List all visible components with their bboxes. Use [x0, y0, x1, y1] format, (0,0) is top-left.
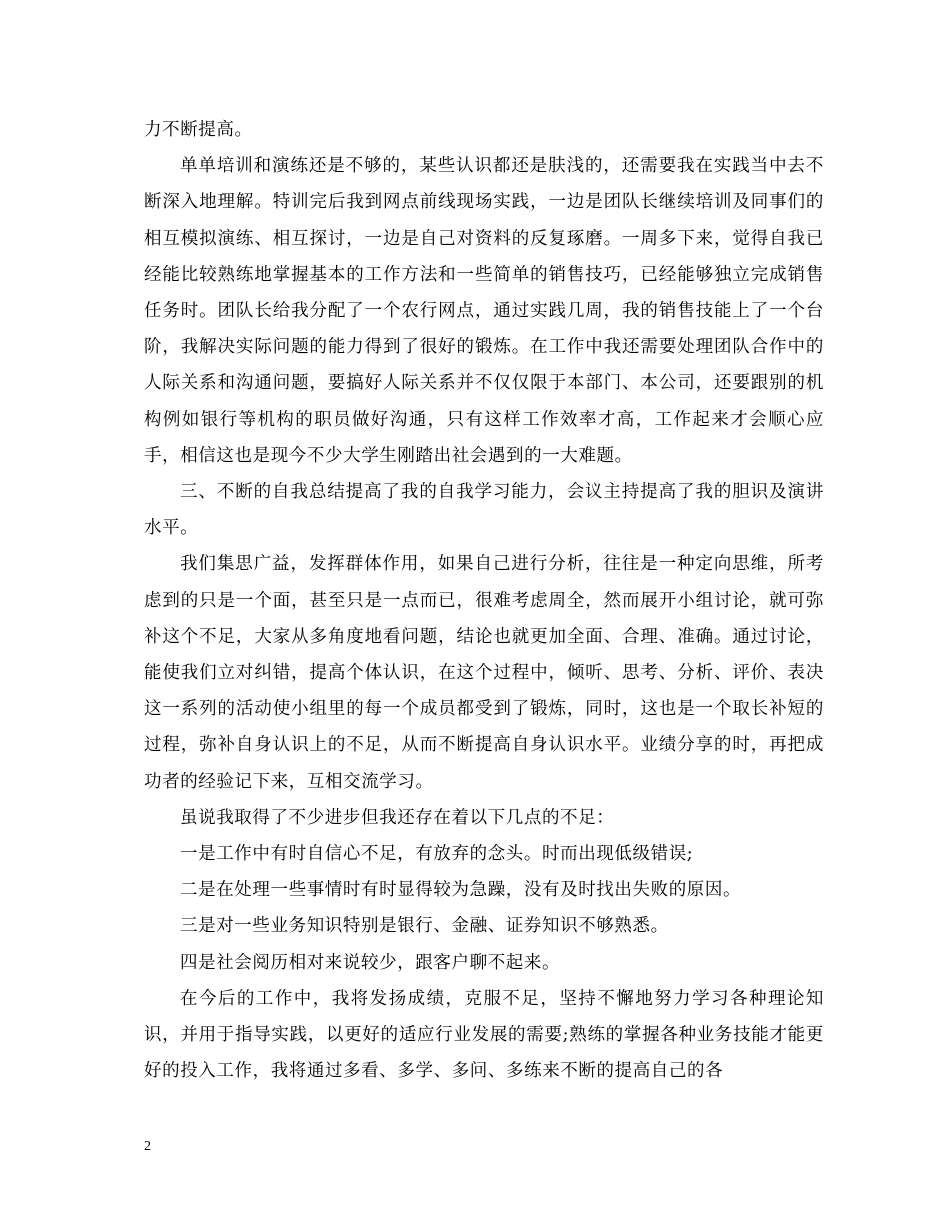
paragraph-8: 三是对一些业务知识特别是银行、金融、证券知识不够熟悉。	[180, 916, 669, 937]
paragraph-4: 我们集思广益，发挥群体作用，如果自己进行分析，往往是一种定向思维，所考虑到的只是一个面，甚至只是一点而已，很难考虑周全，然而展开小组讨论，就可弥补这个不足，大家从多角度地看问题，结论也就更加全面、合理、准确。通过讨论，能使我们立对纠错，提高个体认识，在这个过程中，倾听、思考、分析、评价、表决这一系列的活动使小组里的每一个成员都受到了锻炼，同时，这也是一个取长补短的过程，弥补自身认识上的不足，从而不断提高自身认识水平。业绩分享的时，再把成功者的经验记下来，互相交流学习。	[144, 554, 824, 792]
paragraph-6: 一是工作中有时自信心不足，有放弃的念头。时而出现低级错误;	[180, 844, 694, 865]
paragraph-5: 虽说我取得了不少进步但我还存在着以下几点的不足：	[180, 807, 615, 828]
paragraph-10: 在今后的工作中，我将发扬成绩，克服不足，坚持不懈地努力学习各种理论知识，并用于指导实践，以更好的适应行业发展的需要;熟练的掌握各种业务技能才能更好的投入工作，我将通过多看、多学、多问、多练来不断的提高自己的各	[144, 988, 824, 1082]
page-number: 2	[144, 1139, 151, 1154]
paragraph-2: 单单培训和演练还是不够的，某些认识都还是肤浅的，还需要我在实践当中去不断深入地理解。特训完后我到网点前线现场实践，一边是团队长继续培训及同事们的相互模拟演练、相互探讨，一边是自己对资料的反复琢磨。一周多下来，觉得自我已经能比较熟练地掌握基本的工作方法和一些简单的销售技巧，已经能够独立完成销售任务时。团队长给我分配了一个农行网点，通过实践几周，我的销售技能上了一个台阶，我解决实际问题的能力得到了很好的锻炼。在工作中我还需要处理团队合作中的人际关系和沟通问题，要搞好人际关系并不仅仅限于本部门、本公司，还要跟别的机构例如银行等机构的职员做好沟通，只有这样工作效率才高，工作起来才会顺心应手，相信这也是现今不少大学生刚踏出社会遇到的一大难题。	[144, 156, 824, 466]
paragraph-9: 四是社会阅历相对来说较少，跟客户聊不起来。	[180, 952, 561, 973]
paragraph-7: 二是在处理一些事情时有时显得较为急躁，没有及时找出失败的原因。	[180, 880, 742, 901]
document-body	[144, 112, 824, 1089]
paragraph-1: 力不断提高。	[144, 120, 253, 140]
paragraph-3: 三、不断的自我总结提高了我的自我学习能力，会议主持提高了我的胆识及演讲水平。	[144, 482, 824, 539]
